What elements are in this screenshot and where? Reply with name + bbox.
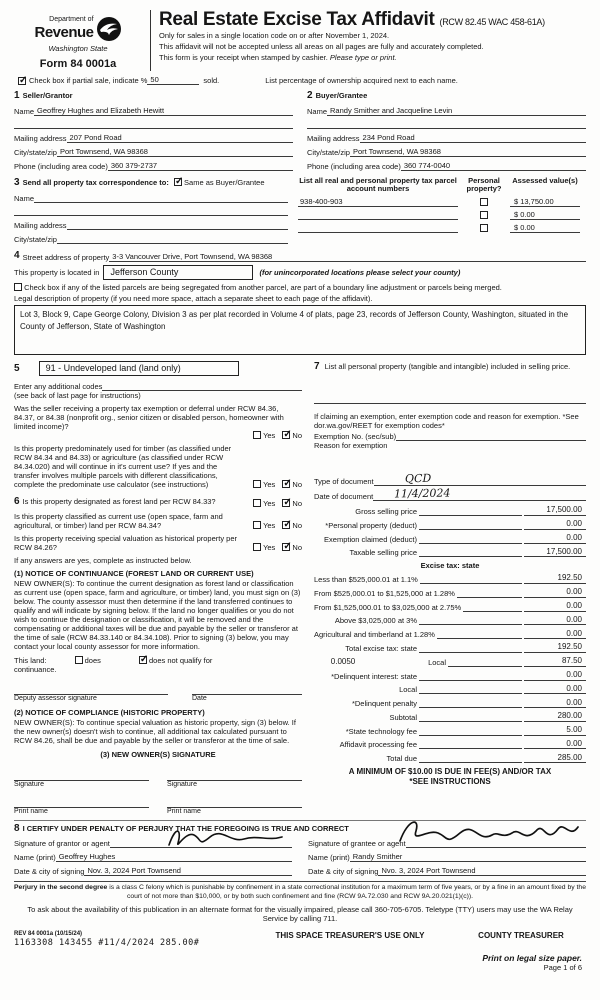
- tax-row-value: 192.50: [524, 642, 586, 653]
- certification-section: [14, 820, 586, 876]
- forest-no-checkbox[interactable]: [282, 499, 290, 507]
- tax-row-label: *State technology fee: [345, 726, 417, 736]
- tax-row: [314, 505, 586, 516]
- tax-row-value: 0.00: [524, 670, 586, 681]
- parcel-col-header: List all real and personal property tax parcel account numbers: [299, 176, 457, 194]
- new-owner-printname-2-input[interactable]: [167, 796, 302, 808]
- assessed-value-input[interactable]: $ 0.00: [510, 210, 580, 220]
- washington-state-label: Washington State: [48, 44, 108, 53]
- no-label: No: [292, 498, 302, 508]
- current-use-question: Is this property classified as current use (open space, farm and agricultural, or timber) land per RCW 84.34?: [14, 511, 223, 530]
- tax-row: [314, 547, 586, 558]
- tax-total-row: [314, 739, 586, 750]
- parcel-row: [298, 210, 586, 220]
- tax-total-row: [314, 670, 586, 681]
- section-1-number: 1: [14, 90, 20, 102]
- corr-citystate-label: City/state/zip: [14, 235, 57, 245]
- tax-total-row: [314, 642, 586, 653]
- tax-total-row: [314, 711, 586, 722]
- tax-computation: [314, 505, 586, 787]
- corr-name-input[interactable]: [34, 202, 288, 203]
- located-in-label: This property is located in: [14, 268, 100, 278]
- grantee-datecity-label: Date & city of signing: [308, 866, 379, 876]
- seller-citystate-input[interactable]: Port Townsend, WA 98368: [57, 147, 293, 157]
- continuance-label: continuance.: [14, 664, 57, 674]
- answers-yes-note: If any answers are yes, complete as instructed below.: [14, 555, 192, 565]
- tax-row-value: 5.00: [524, 725, 586, 736]
- historical-no-checkbox[interactable]: [282, 543, 290, 551]
- grantor-printname-label: Name: [14, 852, 35, 862]
- partial-sale-label: Check box if partial sale, indicate %: [29, 76, 148, 86]
- seller-citystate-label: City/state/zip: [14, 148, 57, 158]
- tax-correspondence-section: [14, 177, 288, 244]
- seller-name-label: Name: [14, 107, 35, 117]
- see-back-note: (see back of last page for instructions): [14, 390, 141, 400]
- buyer-phone-label: Phone (including area code): [307, 162, 401, 172]
- current-use-yes-checkbox[interactable]: [253, 521, 261, 529]
- personal-property-input[interactable]: [314, 395, 586, 404]
- perjury-notice: Perjury in the second degree is a class C felony which is punishable by confinement in a state correctional institution for a maximum term of five years, or by a fine in an amount fixed by the court of not more than $10,000, or by both such confinement and fine (RCW 9A.72.030 and RCW 9A.20.021(1)(c)).: [14, 881, 586, 902]
- current-use-no-checkbox[interactable]: [282, 521, 290, 529]
- tax-rate-row: [314, 615, 586, 626]
- tax-row-label: Less than $525,000.01 at 1.1%: [314, 575, 418, 585]
- grantor-datecity-input[interactable]: Nov. 3, 2024 Port Townsend: [84, 866, 292, 876]
- tax-row-value: 280.00: [524, 711, 586, 722]
- seller-phone-label: Phone (including area code): [14, 162, 108, 172]
- section-5-number: 5: [14, 362, 20, 374]
- form-number: Form 84 0001a: [39, 58, 117, 70]
- new-owner-signature-2-input[interactable]: [167, 769, 302, 781]
- tax-row-label: Total excise tax: state: [345, 643, 417, 653]
- yes-label: Yes: [263, 430, 276, 440]
- street-address-label: Street address of property: [22, 253, 110, 263]
- buyer-name-input[interactable]: Randy Smither and Jacqueline Levin: [327, 106, 586, 116]
- new-owner-printname-1-input[interactable]: [14, 796, 149, 808]
- segregated-parcels-label: Check box if any of the listed parcels are being segregated from another parcel, are part of a boundary line adjustment or parcels being merged.: [24, 282, 502, 292]
- no-label: No: [292, 542, 302, 552]
- signature-label: Signature: [14, 781, 44, 789]
- signature-label: Signature: [167, 781, 197, 789]
- parcel-number-input[interactable]: 938-400-903: [298, 197, 458, 207]
- form-header: [14, 8, 586, 71]
- legal-size-note: Print on legal size paper.: [482, 952, 582, 963]
- timber-agriculture-question: Is this property predominately used for timber (as classified under RCW 84.34 and 84.33) or agriculture (as classified under RCW 84.34.020) and will continue in it's current use? If yes and the transfer involves multiple parcels with different classifications, complete the predominate use calculator (see instructions): [14, 443, 232, 489]
- additional-codes-label: Enter any additional codes: [14, 381, 103, 391]
- page-number: Page 1 of 6: [543, 963, 582, 972]
- personal-property-checkbox[interactable]: [480, 224, 488, 232]
- tax-row-value: 0.00: [524, 533, 586, 544]
- tax-row-label: *Delinquent interest: state: [331, 671, 417, 681]
- tax-row: [314, 533, 586, 544]
- yes-label: Yes: [263, 542, 276, 552]
- section-8-number: 8: [14, 822, 20, 834]
- assessed-value-input[interactable]: $ 0.00: [510, 223, 580, 233]
- classification-section: [14, 496, 302, 816]
- grantee-printname-input[interactable]: Randy Smither: [350, 852, 586, 862]
- same-as-buyer-checkbox[interactable]: [174, 178, 182, 186]
- print-paren: (print): [36, 852, 56, 862]
- historical-yes-checkbox[interactable]: [253, 543, 261, 551]
- tax-row-value: 0.00: [524, 739, 586, 750]
- tax-row-label: Local: [399, 685, 417, 695]
- corr-mailing-label: Mailing address: [14, 221, 67, 231]
- buyer-name-label: Name: [307, 107, 328, 117]
- tax-row-label: Above $3,025,000 at 3%: [334, 616, 417, 626]
- parcel-number-input[interactable]: [298, 223, 458, 233]
- exemption-deferral-question: Was the seller receiving a property tax exemption or deferral under RCW 84.36, 84.37, or 84.38 (nonprofit org., senior citizen or disabled person, homeowner with limited income)?: [14, 403, 284, 431]
- partial-sale-percent-input[interactable]: 50: [147, 75, 199, 85]
- tax-total-row: [314, 656, 586, 667]
- alternate-format-note: To ask about the availability of this publication in an alternate format for the visually impaired, please call 360-705-6705. Teletype (TTY) users may use the WA Relay Service by calling 711.: [27, 904, 573, 923]
- yes-label: Yes: [263, 520, 276, 530]
- print-name-label: Print name: [167, 807, 201, 815]
- parcel-row: [298, 223, 586, 233]
- street-address-input[interactable]: 3-3 Vancouver Drive, Port Townsend, WA 98368: [109, 252, 586, 262]
- buyer-grantee-section: [307, 90, 586, 171]
- land-use-section: [14, 361, 302, 489]
- tax-rate-row: [314, 587, 586, 598]
- assessed-value-input[interactable]: $ 13,750.00: [510, 197, 580, 207]
- buyer-phone-input[interactable]: 360 774-0040: [401, 161, 586, 171]
- tax-row-value: 0.00: [524, 684, 586, 695]
- tax-row-value: 17,500.00: [524, 505, 586, 516]
- grantee-signature-block: [308, 835, 586, 876]
- exemption-no-input[interactable]: [396, 440, 586, 441]
- seller-name2-input[interactable]: [14, 120, 293, 129]
- forest-land-question: Is this property designated as forest land per RCW 84.33?: [22, 496, 216, 506]
- county-note: (for unincorporated locations please select your county): [259, 268, 461, 278]
- exemption-no-label: Exemption No. (sec/sub): [314, 431, 397, 441]
- partial-sale-checkbox[interactable]: [18, 77, 26, 85]
- deputy-date-label: Date: [192, 694, 207, 702]
- partial-sale-suffix: sold.: [203, 76, 220, 86]
- buyer-heading: Buyer/Grantee: [315, 91, 368, 101]
- date-of-document-label: Date of document: [314, 492, 374, 502]
- new-owner-signature-1-input[interactable]: [14, 769, 149, 781]
- excise-tax-state-header: Excise tax: state: [420, 561, 480, 571]
- tax-row-value: 0.00: [524, 587, 586, 598]
- q2-no-checkbox[interactable]: [282, 480, 290, 488]
- seller-mailing-label: Mailing address: [14, 134, 67, 144]
- this-land-label: This land:: [14, 655, 47, 665]
- header-divider: [150, 10, 151, 71]
- grantor-signature-input[interactable]: [110, 847, 292, 848]
- buyer-citystate-input[interactable]: Port Townsend, WA 98368: [350, 147, 586, 157]
- grantor-sig-label: Signature of grantor or agent: [14, 838, 110, 848]
- segregated-parcels-checkbox[interactable]: [14, 283, 22, 291]
- tax-row-label: Taxable selling price: [349, 548, 417, 558]
- document-section: [314, 472, 586, 501]
- buyer-mailing-label: Mailing address: [307, 134, 360, 144]
- yes-label: Yes: [263, 498, 276, 508]
- cashier-stamp: 1163308 143455 #11/4/2024 285.00#: [14, 937, 200, 948]
- seller-name-input[interactable]: Geoffrey Hughes and Elizabeth Hewitt: [34, 106, 293, 116]
- tax-rate-row: [314, 601, 586, 612]
- tax-row-label: Exemption claimed (deduct): [324, 534, 417, 544]
- personal-property-checkbox[interactable]: [480, 211, 488, 219]
- county-treasurer-label: COUNTY TREASURER: [478, 930, 564, 940]
- exemption-note: If claiming an exemption, enter exemption code and reason for exemption. *See dor.wa.gov/REET for exemption codes*: [314, 411, 579, 430]
- grantee-signature-input[interactable]: [406, 847, 586, 848]
- parcel-row: [298, 197, 586, 207]
- tax-row-label: Agricultural and timberland at 1.28%: [314, 630, 435, 640]
- grantor-signature-block: [14, 835, 292, 876]
- corr-name-label: Name: [14, 194, 35, 204]
- tax-total-row: [314, 698, 586, 709]
- no-label: No: [292, 520, 302, 530]
- no-label: No: [292, 479, 302, 489]
- header-note-1: Only for sales in a single location code on or after November 1, 2024.: [159, 31, 390, 40]
- tax-row-label: Subtotal: [389, 712, 417, 722]
- treasurer-space-label: THIS SPACE TREASURER'S USE ONLY: [275, 930, 425, 940]
- yes-label: Yes: [263, 479, 276, 489]
- notice-continuance-title: (1) NOTICE OF CONTINUANCE (FOREST LAND OR CURRENT USE): [14, 568, 254, 578]
- legal-description-input[interactable]: Lot 3, Block 9, Cape George Colony, Division 3 as per plat recorded in Volume 4 of plats, page 23, records of Jefferson County, Washington, situated in the County of Jefferson, State of Washington: [14, 305, 586, 355]
- date-of-document-input[interactable]: 11/4/2024: [373, 487, 586, 501]
- deputy-assessor-label: Deputy assessor signature: [14, 694, 97, 702]
- personal-property-label: List all personal property (tangible and intangible) included in selling price.: [324, 361, 571, 371]
- does-not-label: does not qualify for: [148, 655, 213, 665]
- local-rate-value: 0.0050: [330, 657, 356, 667]
- no-label: No: [292, 430, 302, 440]
- header-note-3: This form is your receipt when stamped by cashier. Please type or print.: [159, 53, 397, 62]
- tax-row-label: Gross selling price: [355, 506, 417, 516]
- rev-form-id: REV 84 0001a (10/15/24): [14, 930, 83, 937]
- tax-total-row: [314, 725, 586, 736]
- section-4-number: 4: [14, 250, 20, 262]
- tax-total-row: [314, 684, 586, 695]
- tax-row-value: 285.00: [524, 753, 586, 764]
- grantee-datecity-input[interactable]: Nvo. 3, 2024 Port Townsend: [378, 866, 586, 876]
- tax-row-label: Local: [428, 657, 446, 667]
- land-does-not-checkbox[interactable]: [139, 656, 147, 664]
- seller-heading: Seller/Grantor: [22, 91, 73, 101]
- historical-property-question: Is this property receiving special valuation as historical property per RCW 84.26?: [14, 533, 238, 552]
- type-of-document-input[interactable]: QCD: [374, 472, 586, 486]
- notice-compliance-title: (2) NOTICE OF COMPLIANCE (HISTORIC PROPERTY): [14, 708, 205, 718]
- notice-compliance-body: NEW OWNER(S): To continue special valuation as historic property, sign (3) below. If the new owner(s) doesn't wish to continue, all additional tax calculated pursuant to RCW 84.26, shall be due and payable by the seller or transferor at the time of sale.: [14, 718, 296, 746]
- grantee-sig-label: Signature of grantee or agent: [308, 838, 406, 848]
- tax-row-value: 17,500.00: [524, 547, 586, 558]
- seller-phone-input[interactable]: 360 379-2737: [108, 161, 293, 171]
- tax-total-row: [314, 753, 586, 764]
- minimum-fee-note: A MINIMUM OF $10.00 IS DUE IN FEE(S) AND/OR TAX *SEE INSTRUCTIONS: [348, 767, 552, 787]
- land-use-code-select[interactable]: 91 - Undeveloped land (land only): [39, 361, 239, 376]
- tax-row-value: 0.00: [524, 519, 586, 530]
- tax-row-value: 0.00: [524, 615, 586, 626]
- legal-description-label: Legal description of property (if you need more space, attach a separate sheet to each page of the affidavit).: [14, 293, 373, 303]
- form-title-rcw: (RCW 82.45 WAC 458-61A): [439, 17, 545, 27]
- corr-citystate-input[interactable]: [57, 243, 288, 244]
- tax-row-label: *Delinquent penalty: [351, 699, 417, 709]
- reason-for-exemption-label: Reason for exemption: [314, 440, 388, 450]
- tax-row-label: From $1,525,000.01 to $3,025,000 at 2.75%: [314, 602, 462, 612]
- deputy-date-input[interactable]: [192, 683, 302, 695]
- tax-row-label: Total due: [386, 754, 417, 764]
- form-footer: [14, 931, 586, 948]
- print-paren: (print): [330, 852, 350, 862]
- certify-statement: I CERTIFY UNDER PENALTY OF PERJURY THAT THE FOREGOING IS TRUE AND CORRECT: [22, 823, 349, 833]
- print-instructions: [482, 953, 582, 972]
- tax-row-label: *Personal property (deduct): [325, 520, 417, 530]
- tax-row-label: From $525,000.01 to $1,525,000 at 1.28%: [314, 588, 455, 598]
- tax-row-value: 0.00: [524, 601, 586, 612]
- grantee-printname-label: Name: [308, 852, 329, 862]
- county-select[interactable]: Jefferson County: [103, 265, 253, 280]
- tax-rate-row: [314, 573, 586, 584]
- corr-mailing-input[interactable]: [67, 229, 288, 230]
- q1-no-checkbox[interactable]: [282, 431, 290, 439]
- agency-block: [14, 8, 142, 71]
- tax-row-value: 0.00: [524, 698, 586, 709]
- tax-row-value: 192.50: [524, 573, 586, 584]
- revenue-wordmark: Revenue: [34, 24, 94, 42]
- tax-row-value: 87.50: [524, 656, 586, 667]
- tax-row-label: Affidavit processing fee: [339, 740, 417, 750]
- same-as-buyer-label: Same as Buyer/Grantee: [184, 178, 265, 188]
- section-7-number: 7: [314, 360, 320, 372]
- personal-property-section: [314, 361, 586, 450]
- parcel-table: [298, 177, 586, 244]
- section-3-number: 3: [14, 177, 20, 189]
- tax-row: [314, 519, 586, 530]
- grantor-datecity-label: Date & city of signing: [14, 866, 85, 876]
- buyer-mailing-input[interactable]: 234 Pond Road: [360, 133, 586, 143]
- seller-grantor-section: [14, 90, 293, 171]
- notice-continuance-body: NEW OWNER(S): To continue the current designation as forest land or classification as current use (open space, farm and agriculture, or timber) land, you must sign on (3) below. The county assessor must then determine if the land transferred continues to qualify and will indicate by signing below. If the land no longer qualifies or you do not wish to continue the designation or classification, it will be removed and the compensating or additional taxes will be due and payable by the seller or transferor at the time of sale (RCW 84.33.140 or 84.34.108). Prior to signing (3) below, you may contact your local county assessor for more information.: [14, 578, 301, 651]
- section-2-number: 2: [307, 90, 313, 102]
- forest-yes-checkbox[interactable]: [253, 499, 261, 507]
- does-label: does: [84, 655, 101, 665]
- corr-name2-input[interactable]: [14, 207, 288, 216]
- tax-rate-row: [314, 629, 586, 640]
- seller-mailing-input[interactable]: 207 Pond Road: [67, 133, 293, 143]
- header-note-2: This affidavit will not be accepted unless all areas on all pages are fully and accurately completed.: [159, 42, 484, 51]
- buyer-name2-input[interactable]: [307, 120, 586, 129]
- personal-property-col-header: Personal property?: [466, 176, 502, 194]
- dept-of-label: Department of: [49, 16, 94, 23]
- q2-yes-checkbox[interactable]: [253, 480, 261, 488]
- print-name-label: Print name: [14, 807, 48, 815]
- new-owner-signature-title: (3) NEW OWNER(S) SIGNATURE: [100, 750, 216, 760]
- land-does-checkbox[interactable]: [75, 656, 83, 664]
- correspondence-heading: Send all property tax correspondence to:: [22, 178, 169, 188]
- ownership-percent-note: List percentage of ownership acquired next to each name.: [265, 76, 458, 86]
- parcel-number-input[interactable]: [298, 210, 458, 220]
- personal-property-checkbox[interactable]: [480, 198, 488, 206]
- type-of-document-label: Type of document: [314, 477, 374, 487]
- assessed-value-col-header: Assessed value(s): [512, 176, 578, 186]
- deputy-assessor-signature-input[interactable]: [14, 683, 168, 695]
- property-location-section: [14, 250, 586, 355]
- grantor-printname-input[interactable]: Geoffrey Hughes: [56, 852, 292, 862]
- q1-yes-checkbox[interactable]: [253, 431, 261, 439]
- tax-row-value: 0.00: [524, 629, 586, 640]
- buyer-citystate-label: City/state/zip: [307, 148, 350, 158]
- section-6-number: 6: [14, 495, 20, 507]
- form-title: Real Estate Excise Tax Affidavit (RCW 82.45 WAC 458-61A): [159, 9, 545, 30]
- dor-logo-icon: [96, 16, 122, 44]
